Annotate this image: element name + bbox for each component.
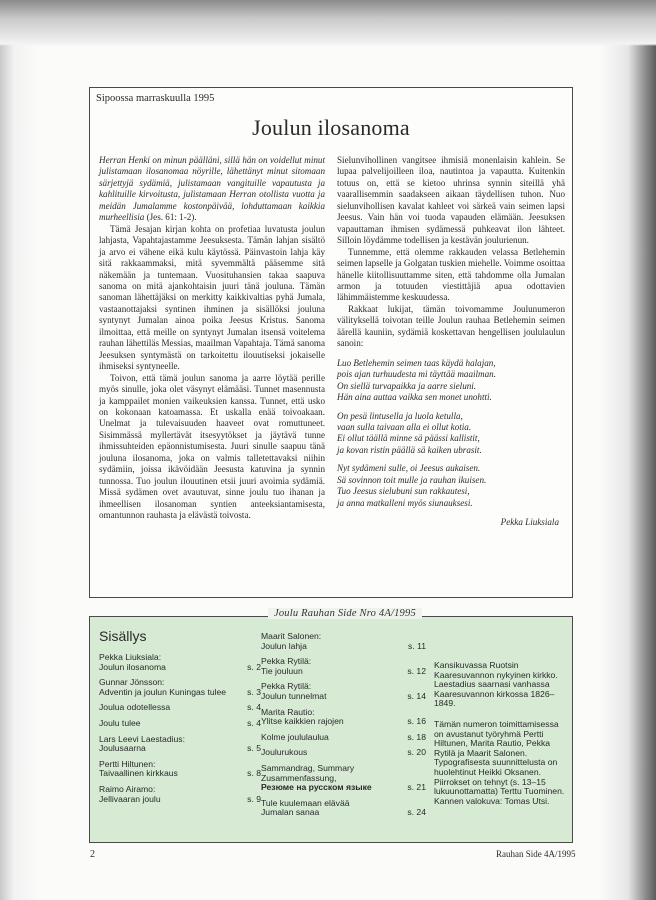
toc-middle-column	[261, 632, 426, 824]
editorial-credits: Tämän numeron toimittamisessa on avustanut työryhmä Pertti Hiltunen, Marita Rautio, Pekka Rytilä ja Maarit Salonen. Typografisesta suunnittelusta on huolehtinut Heikki Oksanen. Piirrokset on tehnyt (s. 13–15 lukuunottamatta) Terttu Tuominen. Kannen valokuva: Tomas Utsi.	[434, 718, 565, 806]
toc-entry[interactable]	[99, 785, 261, 804]
toc-entry-title: Pekka Rytilä: Joulun tunnelmat	[261, 681, 327, 701]
toc-entry-title: Joulurukous	[261, 747, 308, 758]
body-paragraph: Rakkaat lukijat, tämän toivomamme Joulunumeron välityksellä toivotan teille Joulun rauhaa Betlehemin seimen äärellä kauniin, sydämiä koskettavan hengellisen joululaulun sanoin:	[337, 303, 565, 349]
toc-entry-page: s. 4	[247, 702, 261, 713]
toc-entry-title: Joulu tulee	[99, 717, 141, 728]
poem-line: Nyt sydämeni sulle, oi Jeesus aukaisen.	[337, 463, 481, 474]
toc-entry-page: s. 16	[407, 716, 426, 727]
toc-entry[interactable]	[99, 719, 261, 729]
toc-entry[interactable]	[99, 678, 261, 697]
poem-line: vaan sulla taivaan alla ei ollut kotia.	[337, 421, 472, 432]
poem-line: pois ajan turhuudesta mi täyttää maailman.	[337, 369, 496, 380]
toc-entry-page: s. 14	[407, 690, 426, 701]
intro-quote-paragraph	[99, 155, 325, 224]
article-right-column	[337, 155, 565, 529]
poem-line: Sä sovinnon toit mulle ja rauhan ikuisen.	[337, 474, 487, 485]
article-left-column	[99, 155, 325, 522]
body-paragraph: Toivon, että tämä joulun sanoma ja aarre löytää perille myös sinulle, joka olet väsynyt elämääsi. Tunnet masennusta ja kamppailet monien vaikeuksien kanssa. Tunnet, että usko on kokonaan katoamassa. Et uskalla enää toivoakaan. Unelmat ja tulevaisuuden haaveet ovat romuttuneet. Sisimmässä myllertävät itsesyytökset ja jäytävä tunne ihmissuhteiden epäonnistumisesta. Juuri sinulle saapuu tänä jouluna ilosanoma, joka on valmis talletettavaksi niihin sydämiin, joissa ikävöidään Jeesusta katuvina ja synnin tunnossa. Tuo joulun ilouutinen etsii juuri avoimia sydämiä. Missä sydämen ovet avautuvat, sinne joulu tuo ihanan ja ihmeellisen ilosanoman syntien anteeksiantamisesta, omantunnon rauhasta ja elävästä toivosta.	[99, 372, 325, 521]
poem-stanza	[337, 463, 565, 509]
poem-line: ja anna matkalleni myös siunauksesi.	[337, 497, 473, 508]
toc-entry[interactable]	[261, 748, 426, 758]
toc-entry-russian-title: Резюме на русском языке	[261, 782, 372, 793]
page-number: 2	[90, 849, 95, 860]
article-title: Joulun ilosanoma	[252, 115, 410, 140]
toc-entry[interactable]	[261, 632, 426, 651]
toc-entry[interactable]	[261, 708, 426, 727]
toc-entry-page: s. 21	[407, 782, 426, 793]
poem-line: On siellä turvapaikka ja aarre sieluni.	[337, 380, 477, 391]
toc-entry-title: Sammandrag, Summary Zusammenfassung,	[261, 762, 355, 783]
toc-left-column	[99, 653, 261, 810]
toc-entry-page: s. 3	[247, 686, 261, 697]
toc-entry-title: Gunnar Jönsson: Adventin ja joulun Kuningas tulee	[99, 677, 227, 697]
toc-entry-title: Marita Rautio: Ylitse kaikkien rajojen	[261, 706, 344, 727]
toc-caption: Joulu Rauhan Side Nro 4A/1995	[268, 608, 422, 619]
toc-entry[interactable]	[99, 703, 261, 713]
intro-reference: (Jes. 61: 1-2).	[144, 212, 197, 223]
toc-entry[interactable]	[261, 682, 426, 701]
poem-line: ja kovan ristin päällä sä kaiken ubrasit.	[337, 444, 482, 455]
poem-line: Hän aina auttaa vaikka sen monet unohtti.	[337, 392, 492, 403]
toc-entry-title: Maarit Salonen: Joulun lahja	[261, 631, 322, 651]
toc-entry[interactable]	[99, 653, 261, 672]
toc-entry-page: s. 11	[408, 640, 426, 651]
toc-entry[interactable]	[99, 760, 261, 779]
toc-entry[interactable]	[261, 657, 426, 676]
poem-line: Tuo Jeesus sielubuni sun rakkautesi,	[337, 486, 470, 497]
body-paragraph: Tämä Jesajan kirjan kohta on profetiaa luvatusta joulun lahjasta, Vapahtajastamme Jeesuksesta. Tämän lahjan sisältö ja arvo ei vähene eikä kulu käytössä. Päinvastoin lahja käy sitä rakkaammaksi, mitä syvemmältä pääsemme sitä näkemään ja tuntemaan. Vuosituhansien takaa saapuva sanoma on mitä ajankohtaisin juuri tänä jouluna. Tämän sanoman lähettäjäksi on merkitty kaikkivaltias pyhä Jumala, vastaanottajaksi syntinen ihminen ja sisällöksi jouluna syntynyt Jumalan ainoa poika Jeesus Kristus. Sanoma ilmoittaa, että meille on syntynyt Jumalan itsensä voitelema rauhan lähettiläs Messias, maailman Vapahtaja. Tämä sanoma Jeesuksen syntymästä on tarkoitettu ilouutiseksi jokaiselle ihmiseksi syntyneelle.	[99, 223, 325, 372]
intro-quote: Herran Henki on minun päälläni, sillä hän on voidellut minut julistamaan ilosanomaa nöyrille, lähettänyt minut sitomaan särjettyjä sydämiä, julistamaan vangituille vapautusta ja kahlituille kirvoitusta, julistamaan Herran otollista vuotta ja meidän Jumalamme kostonpäivää, lohduttamaan kaikkia murheellisia	[99, 155, 325, 223]
cover-note: Kansikuvassa Ruotsin Kaaresuvannon nykyinen kirkko. Laestadius saarnasi vanhassa Kaaresuvannon kirkossa 1826–1849.	[434, 660, 558, 709]
body-paragraph: Tunnemme, että olemme rakkauden velassa Betlehemin seimen lapselle ja Golgatan tuskien miehelle. Voimme osoittaa hänelle kiitollisuuttamme siten, että tahdomme olla Jumalan armon ja totuuden viestittäjiä apua odottavien lähimmäistemme keskuudessa.	[337, 246, 565, 303]
toc-entry-page: s. 12	[407, 665, 426, 676]
poem-stanza	[337, 358, 565, 404]
article-dateline: Sipoossa marraskuulla 1995	[96, 93, 215, 104]
poem-stanza	[337, 411, 565, 457]
poem-line: Ei ollut täällä minne sä päässi kallistit,	[337, 433, 480, 444]
toc-entry-page: s. 20	[407, 747, 426, 758]
toc-entry-title: Tule kuulemaan elävää Jumalan sanaa	[261, 797, 350, 818]
toc-entry-title: Pertti Hiltunen: Taivaallinen kirkkaus	[99, 758, 178, 779]
article-signature: Pekka Liuksiala	[500, 517, 559, 528]
toc-entry-title: Kolme joululaulua	[261, 731, 329, 742]
toc-entry[interactable]	[261, 799, 426, 818]
toc-entry-page: s. 8	[247, 768, 261, 779]
toc-entry-title: Joulua odotellessa	[99, 702, 171, 713]
page-shadow	[0, 0, 656, 46]
toc-heading: Sisällys	[99, 628, 147, 644]
toc-entry-page: s. 24	[407, 807, 426, 818]
toc-entry[interactable]	[99, 735, 261, 754]
toc-entry-title: Lars Leevi Laestadius: Joulusaarna	[99, 733, 185, 754]
poem-line: On pesä lintusella ja luola ketulla,	[337, 410, 463, 421]
toc-entry[interactable]	[261, 764, 426, 793]
toc-entry-page: s. 2	[247, 661, 261, 672]
toc-entry-page: s. 18	[407, 731, 426, 742]
toc-entry-page: s. 4	[247, 717, 261, 728]
toc-entry-title: Raimo Airamo: Jellivaaran joulu	[99, 783, 161, 804]
toc-entry-title: Pekka Liuksiala: Joulun ilosanoma	[99, 652, 166, 672]
toc-entry-page: s. 9	[247, 793, 261, 804]
article-box	[89, 87, 573, 598]
toc-entry[interactable]	[261, 733, 426, 743]
table-of-contents	[89, 608, 573, 843]
toc-entry-page: s. 5	[247, 743, 261, 754]
toc-entry-title: Pekka Rytilä: Tie jouluun	[261, 656, 312, 676]
body-paragraph: Sielunvihollinen vangitsee ihmisiä monenlaisin kahlein. Se lupaa palvelijoilleen iloa, nautintoa ja vapautta. Kuitenkin totuus on, että se kietoo uhrinsa synnin siteillä yhä vaarallisemmin saadakseen aikaan täydellisen tuhon. Nuo sielunvihollisen kavalat kahleet voi särkeä vain seimen lapsi Jeesus. Vain hän voi tuoda vapauden elämään. Jeesuksen vapauttaman ihmisen sydämessä puhkeavat ilon lähteet. Silloin löydämme todellisen ja kestävän joulurienun.	[337, 155, 565, 246]
toc-credits-column	[434, 661, 566, 817]
poem-line: Luo Betlehemin seimen taas käydä halajan,	[337, 357, 496, 368]
publication-footer: Rauhan Side 4A/1995	[496, 849, 576, 859]
